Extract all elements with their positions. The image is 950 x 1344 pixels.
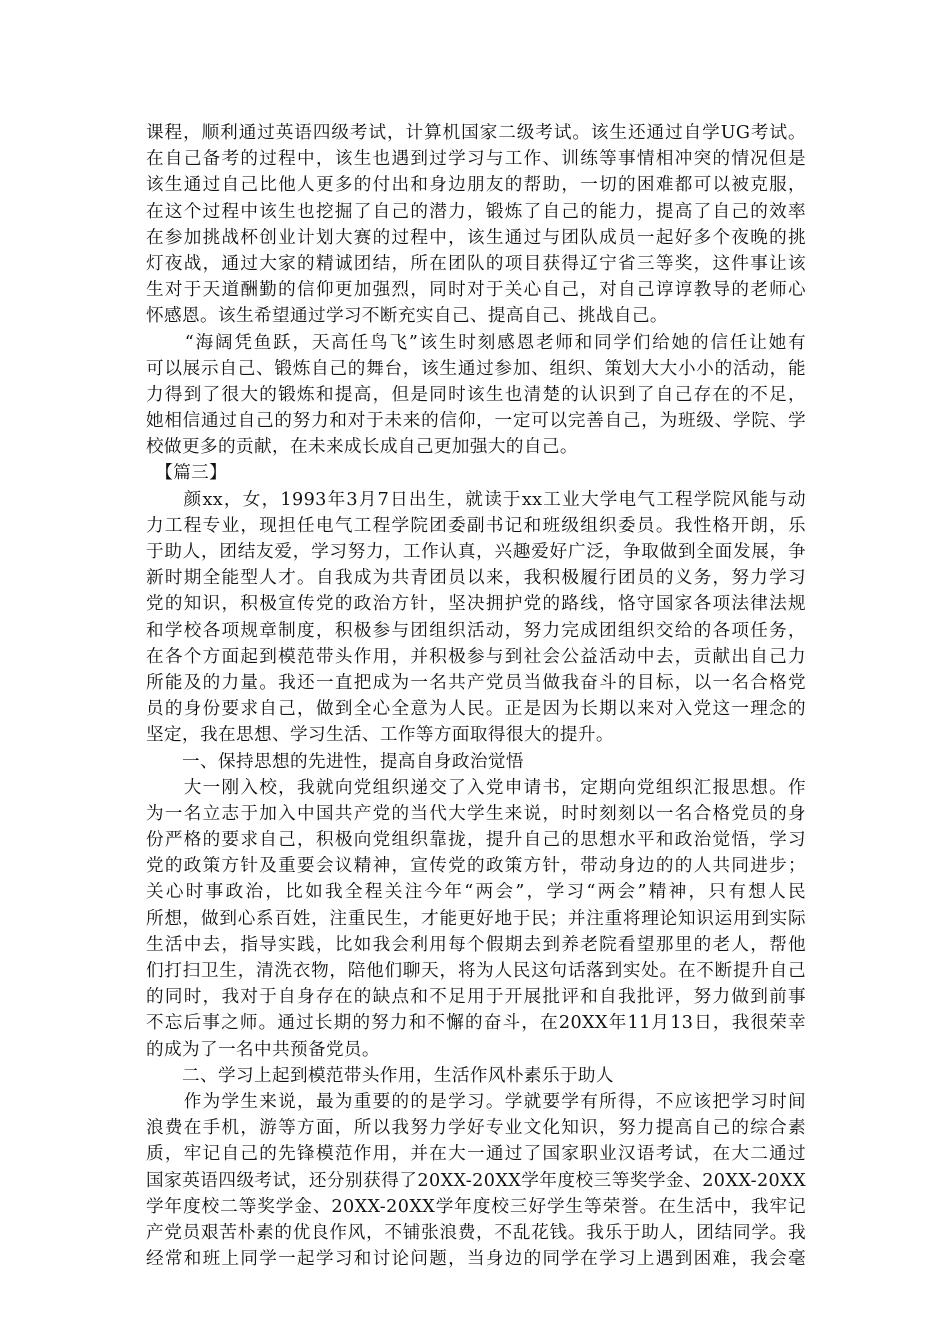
text-line: 的同时，我对于自身存在的缺点和不足用于开展批评和自我批评，努力做到前事 [146,987,806,1008]
text-line: 颜xx，女，1993年3月7日出生，就读于xx工业大学电气工程学院风能与动 [146,489,806,510]
text-line: 产党员艰苦朴素的优良作风，不铺张浪费，不乱花钱。我乐于助人，团结同学。我 [146,1222,806,1243]
text-line: 力得到了很大的锻炼和提高，但是同时该生也清楚的认识到了自己存在的不足， [146,384,806,405]
text-line: 二、学习上起到模范带头作用，生活作风朴素乐于助人 [146,1065,614,1086]
text-line: 在自己备考的过程中，该生也遇到过学习与工作、训练等事情相冲突的情况但是 [146,149,806,170]
text-line: 新时期全能型人才。自我成为共青团员以来，我积极履行团员的义务，努力学习 [146,568,806,589]
text-line: 可以展示自己、锻炼自己的舞台，该生通过参加、组织、策划大大小小的活动，能 [146,358,806,379]
text-line: 于助人，团结友爱，学习努力，工作认真，兴趣爱好广泛，争取做到全面发展，争 [146,542,806,562]
text-line: 力工程专业，现担任电气工程学院团委副书记和班级组织委员。我性格开朗，乐 [146,515,806,536]
text-line: 校做更多的贡献，在未来成长成自己更加强大的自己。 [146,437,578,458]
text-line: 国家英语四级考试，还分别获得了20XX-20XX学年度校三等奖学金、20XX-20XX [146,1170,806,1191]
text-line: 在参加挑战杯创业计划大赛的过程中，该生通过与团队成员一起好多个夜晚的挑 [146,227,806,248]
text-line: 坚定，我在思想、学习生活、工作等方面取得很大的提升。 [146,725,614,746]
text-line: 质，牢记自己的先锋模范作用，并在大一通过了国家职业汉语考试，在大二通过 [146,1144,806,1165]
text-line: 作为学生来说，最为重要的的是学习。学就要学有所得，不应该把学习时间 [146,1091,806,1112]
text-line: 灯夜战，通过大家的精诚团结，所在团队的项目获得辽宁省三等奖，这件事让该 [146,253,806,274]
text-line: 该生通过自己比他人更多的付出和身边朋友的帮助，一切的困难都可以被克服， [146,175,806,196]
text-line: 所能及的力量。我还一直把成为一名共产党员当做我奋斗的目标，以一名合格党 [146,672,806,693]
text-line: 和学校各项规章制度，积极参与团组织活动，努力完成团组织交给的各项任务， [146,620,806,641]
text-line: 怀感恩。该生希望通过学习不断充实自己、提高自己、挑战自己。 [146,306,668,327]
text-line: “海阔凭鱼跃，天高任鸟飞”该生时刻感恩老师和同学们给她的信任让她有 [146,332,806,353]
text-line: 在这个过程中该生也挖掘了自己的潜力，锻炼了自己的能力，提高了自己的效率 [146,201,806,222]
text-line: 所想，做到心系百姓，注重民生，才能更好地于民；并注重将理论知识运用到实际 [146,908,806,929]
text-line: 党的政策方针及重要会议精神，宣传党的政策方针，带动身边的的人共同进步； [146,856,806,877]
text-line: 关心时事政治，比如我全程关注今年“两会”，学习“两会”精神，只有想人民 [146,882,806,903]
text-line: 党的知识，积极宣传党的政治方针，坚决拥护党的路线，恪守国家各项法律法规 [146,594,806,615]
text-line: 不忘后事之师。通过长期的努力和不懈的奋斗，在20XX年11月13日，我很荣幸 [146,1013,806,1034]
text-line: 生活中去，指导实践，比如我会利用每个假期去到养老院看望那里的老人，帮他 [146,934,806,955]
text-line: 生对于天道酬勤的信仰更加强烈，同时对于关心自己，对自己谆谆教导的老师心 [146,280,806,301]
text-line: 为一名立志于加入中国共产党的当代大学生来说，时时刻刻以一名合格党员的身 [146,803,806,824]
text-line: 课程，顺利通过英语四级考试，计算机国家二级考试。该生还通过自学UG考试。 [146,123,806,143]
text-line: 大一刚入校，我就向党组织递交了入党申请书，定期向党组织汇报思想。作 [146,777,806,798]
text-line: 浪费在手机，游等方面，所以我努力学好专业文化知识，努力提高自己的综合素 [146,1118,806,1139]
text-line: 【篇三】 [146,463,228,484]
text-line: 她相信通过自己的努力和对于未来的信仰，一定可以完善自己，为班级、学院、学 [146,411,806,432]
text-line: 经常和班上同学一起学习和讨论问题，当身边的同学在学习上遇到困难，我会毫 [146,1249,806,1270]
text-line: 们打扫卫生，清洗衣物，陪他们聊天，将为人民这句话落到实处。在不断提升自己 [146,961,806,981]
text-line: 一、保持思想的先进性，提高自身政治觉悟 [146,751,524,772]
document-page [146,120,806,1272]
text-line: 学年度校二等奖学金、20XX-20XX学年度校三好学生等荣誉。在生活中，我牢记 [146,1196,806,1217]
text-line: 在各个方面起到模范带头作用，并积极参与到社会公益活动中去，贡献出自己力 [146,646,806,667]
text-line: 的成为了一名中共预备党员。 [146,1039,380,1060]
text-line: 员的身份要求自己，做到全心全意为人民。正是因为长期以来对入党这一理念的 [146,699,806,720]
text-line: 份严格的要求自己，积极向党组织靠拢，提升自己的思想水平和政治觉悟，学习 [146,830,806,851]
